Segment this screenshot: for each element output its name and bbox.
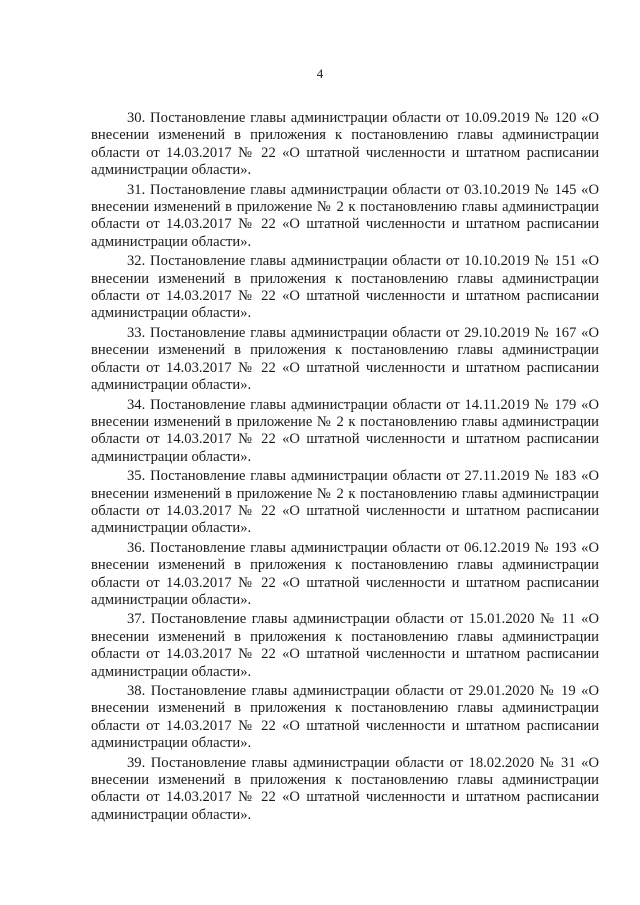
page-number: 4 <box>316 66 324 81</box>
list-item-36: 36. Постановление главы администрации области от 06.12.2019 № 193 «О внесении изменений в приложения к постановлению главы администрации области от 14.03.2017 № 22 «О штатной численности и штатном расписании администрации области». <box>91 539 599 608</box>
list-item-37: 37. Постановление главы администрации области от 15.01.2020 № 11 «О внесении изменений в приложения к постановлению главы администрации области от 14.03.2017 № 22 «О штатной численности и штатном расписании администрации области». <box>91 611 599 680</box>
list-item-31: 31. Постановление главы администрации области от 03.10.2019 № 145 «О внесении изменений в приложение № 2 к постановлению главы администрации области от 14.03.2017 № 22 «О штатной численности и штатном расписании администрации области». <box>91 181 599 250</box>
list-item-34: 34. Постановление главы администрации области от 14.11.2019 № 179 «О внесении изменений в приложение № 2 к постановлению главы администрации области от 14.03.2017 № 22 «О штатной численности и штатном расписании администрации области». <box>91 396 599 465</box>
list-item-32: 32. Постановление главы администрации области от 10.10.2019 № 151 «О внесении изменений в приложения к постановлению главы администрации области от 14.03.2017 № 22 «О штатной численности и штатном расписании администрации области». <box>91 253 599 322</box>
list-item-35: 35. Постановление главы администрации области от 27.11.2019 № 183 «О внесении изменений в приложение № 2 к постановлению главы администрации области от 14.03.2017 № 22 «О штатной численности и штатном расписании администрации области». <box>91 468 599 537</box>
list-item-30: 30. Постановление главы администрации области от 10.09.2019 № 120 «О внесении изменений в приложения к постановлению главы администрации области от 14.03.2017 № 22 «О штатной численности и штатном расписании администрации области». <box>91 110 599 179</box>
resolution-list <box>91 110 599 826</box>
list-item-33: 33. Постановление главы администрации области от 29.10.2019 № 167 «О внесении изменений в приложения к постановлению главы администрации области от 14.03.2017 № 22 «О штатной численности и штатном расписании администрации области». <box>91 324 599 394</box>
list-item-39: 39. Постановление главы администрации области от 18.02.2020 № 31 «О внесении изменений в приложения к постановлению главы администрации области от 14.03.2017 № 22 «О штатной численности и штатном расписании администрации области». <box>91 754 599 823</box>
list-item-38: 38. Постановление главы администрации области от 29.01.2020 № 19 «О внесении изменений в приложения к постановлению главы администрации области от 14.03.2017 № 22 «О штатной численности и штатном расписании администрации области». <box>91 683 599 752</box>
